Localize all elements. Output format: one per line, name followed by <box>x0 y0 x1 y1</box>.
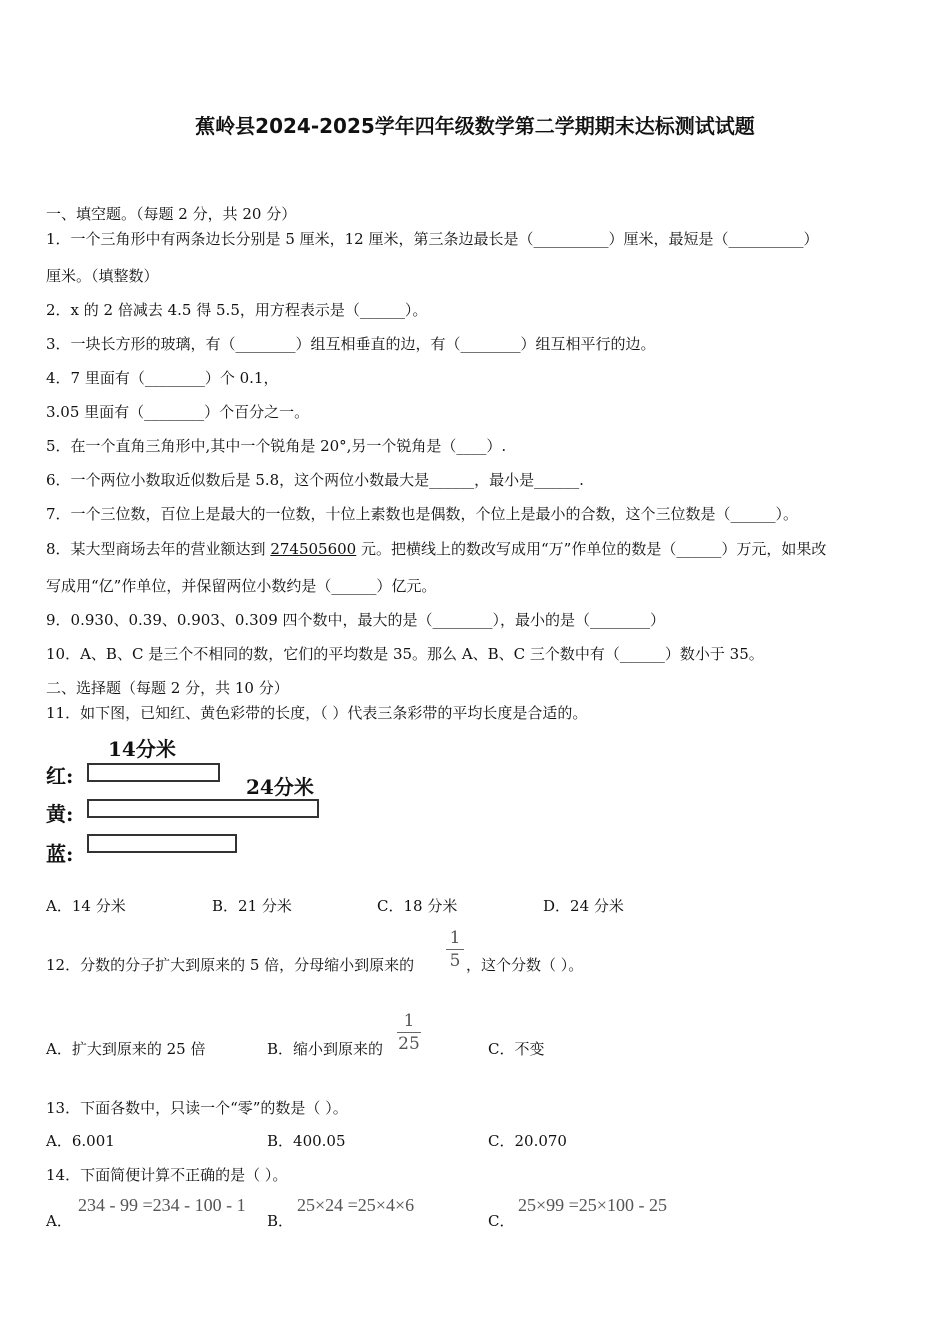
red-ribbon-bar <box>87 763 220 782</box>
q14-option-c-expression: 25×99 =25×100 - 25 <box>518 1195 667 1215</box>
question-8-suffix: 元。把横线上的数改写成用“万”作单位的数是（______）万元，如果改 <box>356 540 827 558</box>
section-heading-fill-in: 一、填空题。（每题 2 分，共 20 分） <box>46 205 297 223</box>
question-13: 13．下面各数中，只读一个“零”的数是（ ）。 <box>46 1099 348 1117</box>
question-1-line-1: 1．一个三角形中有两条边长分别是 5 厘米，12 厘米，第三条边最长是（__________）厘米，最短是（__________） <box>46 230 819 248</box>
q12-option-b: B．缩小到原来的 <box>267 1040 384 1058</box>
question-12-text: 12．分数的分子扩大到原来的 5 倍，分母缩小到原来的 <box>46 956 415 974</box>
q12-fraction-bar <box>446 949 464 950</box>
q12-fraction <box>446 928 464 971</box>
blue-ribbon-label: 蓝: <box>46 842 74 866</box>
section-heading-choice: 二、选择题（每题 2 分，共 10 分） <box>46 679 289 697</box>
question-8-underlined-number: 274505600 <box>270 540 357 558</box>
question-1-line-2: 厘米。（填整数） <box>46 267 159 285</box>
q12-option-b-fraction <box>397 1011 421 1054</box>
q14-option-a-expression: 234 - 99 =234 - 100 - 1 <box>78 1195 246 1215</box>
q11-option-d: D．24 分米 <box>543 897 624 915</box>
question-14: 14．下面简便计算不正确的是（ ）。 <box>46 1166 288 1184</box>
page-title: 蕉岭县2024-2025学年四年级数学第二学期期末达标测试试题 <box>195 114 755 138</box>
question-2: 2．x 的 2 倍减去 4.5 得 5.5，用方程表示是（______）。 <box>46 301 428 319</box>
q13-option-b: B．400.05 <box>267 1132 346 1150</box>
q12-option-b-fraction-bar <box>397 1032 421 1033</box>
q11-option-a: A．14 分米 <box>46 897 126 915</box>
q12-option-c: C．不变 <box>488 1040 545 1058</box>
q14-option-b-expression: 25×24 =25×4×6 <box>297 1195 415 1215</box>
question-8-line-1 <box>46 538 826 559</box>
question-12-suffix: ，这个分数（ ）。 <box>466 956 584 974</box>
question-10: 10．A、B、C 是三个不相同的数，它们的平均数是 35。那么 A、B、C 三个数中有（______）数小于 35。 <box>46 645 764 663</box>
question-4-line-1: 4．7 里面有（________）个 0.1， <box>46 369 279 387</box>
question-5: 5．在一个直角三角形中,其中一个锐角是 20°,另一个锐角是（____）. <box>46 437 507 455</box>
red-ribbon-label: 红: <box>46 764 74 788</box>
q14-option-b-label: B． <box>267 1212 294 1230</box>
question-11: 11．如下图，已知红、黄色彩带的长度，（ ）代表三条彩带的平均长度是合适的。 <box>46 704 588 722</box>
question-6: 6．一个两位小数取近似数后是 5.8，这个两位小数最大是______，最小是______. <box>46 471 584 489</box>
q13-option-c: C．20.070 <box>488 1132 567 1150</box>
q12-fraction-denominator: 5 <box>449 951 461 971</box>
question-9: 9．0.930、0.39、0.903、0.309 四个数中，最大的是（________），最小的是（________） <box>46 611 666 629</box>
question-8-line-2: 写成用“亿”作单位，并保留两位小数约是（______）亿元。 <box>46 577 437 595</box>
q14-option-a-label: A． <box>46 1212 72 1230</box>
red-length-label: 14分米 <box>108 737 176 761</box>
yellow-length-label: 24分米 <box>246 775 314 799</box>
yellow-ribbon-bar <box>87 799 319 818</box>
question-7: 7．一个三位数，百位上是最大的一位数，十位上素数也是偶数，个位上是最小的合数，这个三位数是（______）。 <box>46 505 799 523</box>
q12-fraction-numerator: 1 <box>449 928 461 948</box>
q12-option-b-numerator: 1 <box>403 1011 415 1031</box>
question-4-line-2: 3.05 里面有（________）个百分之一。 <box>46 403 310 421</box>
yellow-ribbon-label: 黄: <box>46 802 74 826</box>
q12-option-b-denominator: 25 <box>398 1034 420 1054</box>
question-3: 3．一块长方形的玻璃，有（________）组互相垂直的边，有（________）组互相平行的边。 <box>46 335 656 353</box>
q14-option-c-label: C． <box>488 1212 515 1230</box>
question-8-prefix: 8．某大型商场去年的营业额达到 <box>46 540 271 558</box>
q13-option-a: A．6.001 <box>46 1132 115 1150</box>
q12-option-a: A．扩大到原来的 25 倍 <box>46 1040 206 1058</box>
blue-ribbon-bar <box>87 834 237 853</box>
q11-option-b: B．21 分米 <box>212 897 292 915</box>
q11-option-c: C．18 分米 <box>377 897 458 915</box>
